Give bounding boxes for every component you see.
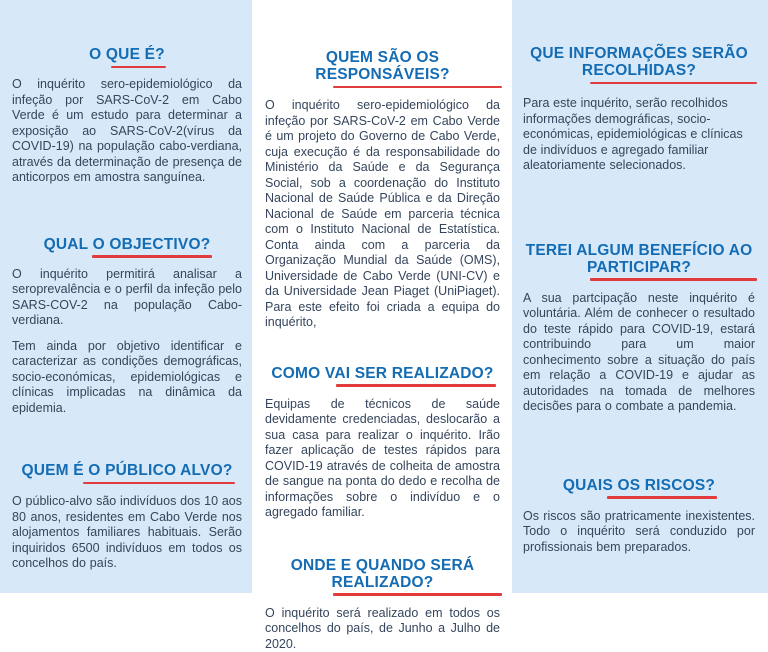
heading-text: QUE INFORMAÇÕES SERÃO RECOLHIDAS? [523, 45, 755, 84]
panel-right [512, 0, 768, 593]
paragraph-beneficio: A sua partcipação neste inquérito é voluntária. Além de conhecer o resultado do teste rápido para COVID-19, estará contribuindo para um maior conhecimento sobre a situação do país em relação a COVID-19 e ajudar as autoridades na tomada de melhores decisões para o combate a pandemia. [523, 291, 755, 415]
heading-o-que-e [12, 46, 242, 68]
heading-publico-alvo [12, 462, 242, 484]
heading-onde-e-quando [265, 557, 500, 596]
panel-left [0, 0, 252, 593]
heading-text: COMO VAI SER REALIZADO? [271, 365, 493, 387]
heading-quais-os-riscos [523, 477, 755, 499]
paragraph-como-realizado: Equipas de técnicos de saúde devidamente credenciadas, deslocarão a sua casa para realizar o inquérito. Irão fazer aplicação de testes rápidos para COVID-19 através de colheita de amostra de sangue na ponta do dedo e recolha de informações sobre o indivíduo e o agregado familiar. [265, 397, 500, 521]
paragraph-objectivo-1: O inquérito permitirá analisar a seroprevalência e o perfil da infeção pelo SARS-COV-2 na população Cabo-verdiana. [12, 267, 242, 329]
heading-text: QUAIS OS RISCOS? [563, 477, 715, 499]
paragraph-o-que-e: O inquérito sero-epidemiológico da infeção por SARS-CoV-2 em Cabo Verde é um estudo para determinar a exposição ao SARS-CoV-2(vírus da COVID-19) na população cabo-verdiana, através da determinação de presença de anticorpos em amostra sanguínea. [12, 77, 242, 186]
heading-como-vai-ser-realizado [265, 365, 500, 387]
heading-text: QUAL O OBJECTIVO? [44, 236, 211, 258]
paragraph-riscos: Os riscos são pratricamente inexistentes. Todo o inquérito será conduzido por profissionais bem preparados. [523, 509, 755, 556]
heading-qual-o-objectivo [12, 236, 242, 258]
heading-text: O QUE É? [89, 46, 165, 68]
heading-responsaveis [265, 49, 500, 88]
heading-que-informacoes [523, 45, 755, 84]
heading-beneficio [523, 242, 755, 281]
heading-text: QUEM SÃO OS RESPONSÁVEIS? [265, 49, 500, 88]
paragraph-responsaveis: O inquérito sero-epidemiológico da infeção por SARS-CoV-2 em Cabo Verde é um projeto do Governo de Cabo Verde, cuja execução é da responsabilidade do Ministério da Saúde e da Segurança Social, sob a coordenação do Instituto Nacional de Saúde Pública e da Direção Nacional de Saúde em parceria técnica com o Instituto Nacional de Estatística. Conta ainda com a parceria da Organização Mundial da Saúde (OMS), Universidade de Cabo Verde (UNI-CV) e da Universidade Jean Piaget (UniPiaget). Para este efeito foi criada a equipa do inquérito, [265, 98, 500, 331]
paragraph-onde-quando: O inquérito será realizado em todos os concelhos do país, de Junho a Julho de 2020. [265, 606, 500, 652]
panel-middle [252, 0, 512, 593]
heading-text: QUEM É O PÚBLICO ALVO? [21, 462, 232, 484]
paragraph-informacoes: Para este inquérito, serão recolhidos informações demográficas, socio-económicas, epidemiológicas e clínicas de indivíduos e agregado familiar aleatoriamente selecionados. [523, 96, 755, 174]
paragraph-publico-alvo: O público-alvo são indivíduos dos 10 aos 80 anos, residentes em Cabo Verde nos alojamentos familiares habituais. Serão inquiridos 6500 indivíduos em todos os concelhos do país. [12, 494, 242, 572]
heading-text: ONDE E QUANDO SERÁ REALIZADO? [265, 557, 500, 596]
paragraph-objectivo-2: Tem ainda por objetivo identificar e caracterizar as condições demográficas, socio-económicas, epidemiológicas e clínicas implicadas na dinâmica da epidemia. [12, 339, 242, 417]
heading-text: TEREI ALGUM BENEFÍCIO AO PARTICIPAR? [523, 242, 755, 281]
